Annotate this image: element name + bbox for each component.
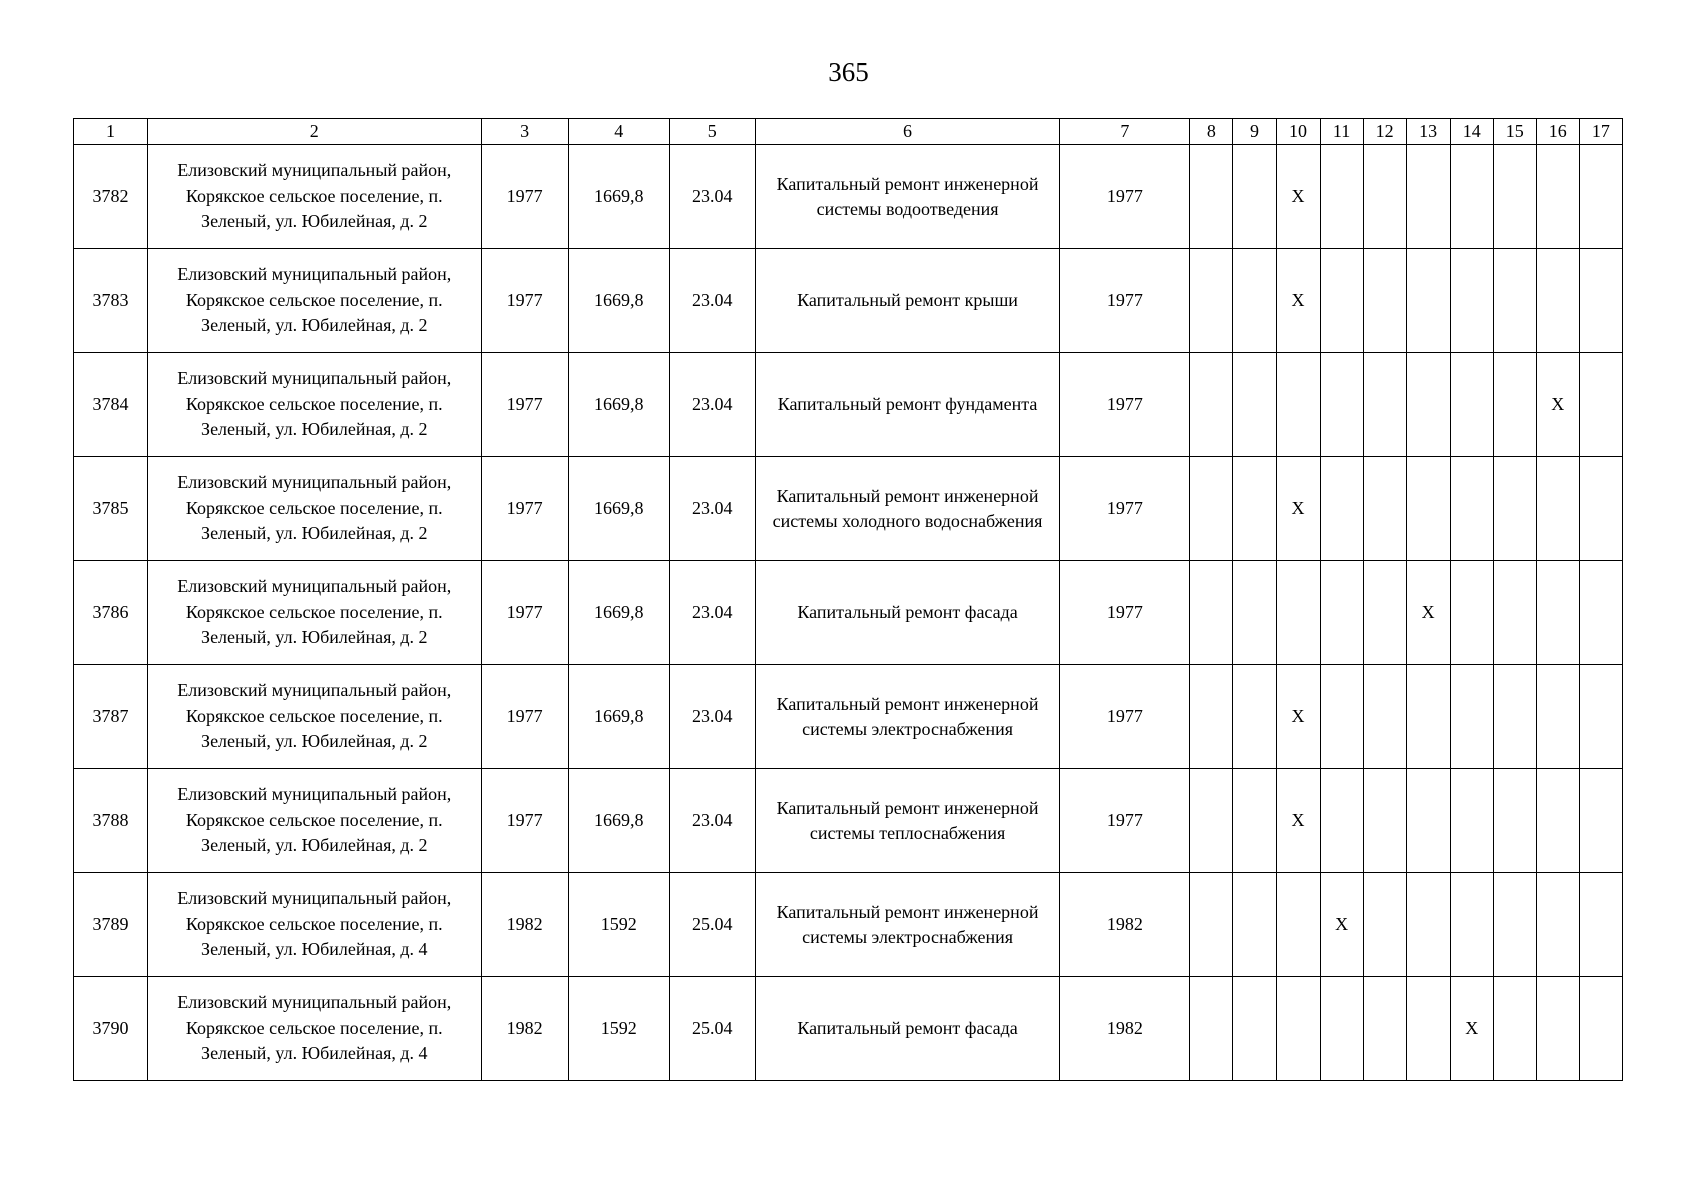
period-mark-cell bbox=[1536, 769, 1579, 873]
code-cell: 23.04 bbox=[669, 457, 755, 561]
column-header: 15 bbox=[1493, 119, 1536, 145]
page-number: 365 bbox=[828, 57, 869, 87]
period-mark-cell bbox=[1320, 977, 1363, 1081]
register-table bbox=[73, 118, 1623, 1081]
period-mark-cell bbox=[1190, 977, 1233, 1081]
code-cell: 25.04 bbox=[669, 977, 755, 1081]
work-type-cell: Капитальный ремонт инженерной системы холодного водоснабжения bbox=[755, 457, 1059, 561]
area-cell: 1592 bbox=[568, 977, 669, 1081]
column-header: 3 bbox=[481, 119, 568, 145]
column-header: 2 bbox=[148, 119, 481, 145]
period-mark-cell bbox=[1276, 561, 1320, 665]
year-built-cell: 1982 bbox=[481, 977, 568, 1081]
year-built-cell: 1977 bbox=[481, 769, 568, 873]
period-mark-cell bbox=[1363, 457, 1406, 561]
period-mark-cell bbox=[1320, 457, 1363, 561]
period-mark-cell: X bbox=[1450, 977, 1493, 1081]
row-number-cell: 3782 bbox=[74, 145, 148, 249]
period-mark-cell: X bbox=[1276, 665, 1320, 769]
column-header: 9 bbox=[1233, 119, 1276, 145]
table-row bbox=[74, 457, 1623, 561]
period-mark-cell bbox=[1493, 145, 1536, 249]
table-row bbox=[74, 249, 1623, 353]
year-built-cell: 1982 bbox=[481, 873, 568, 977]
address-cell: Елизовский муниципальный район, Корякское сельское поселение, п. Зеленый, ул. Юбилейная, д. 4 bbox=[148, 977, 481, 1081]
period-mark-cell bbox=[1579, 561, 1622, 665]
period-mark-cell bbox=[1579, 977, 1622, 1081]
area-cell: 1669,8 bbox=[568, 145, 669, 249]
column-header: 1 bbox=[74, 119, 148, 145]
row-number-cell: 3789 bbox=[74, 873, 148, 977]
row-number-cell: 3790 bbox=[74, 977, 148, 1081]
period-mark-cell bbox=[1363, 665, 1406, 769]
period-mark-cell bbox=[1493, 873, 1536, 977]
column-header: 4 bbox=[568, 119, 669, 145]
period-mark-cell bbox=[1190, 145, 1233, 249]
period-mark-cell bbox=[1579, 873, 1622, 977]
address-cell: Елизовский муниципальный район, Корякское сельское поселение, п. Зеленый, ул. Юбилейная, д. 2 bbox=[148, 665, 481, 769]
table-row bbox=[74, 353, 1623, 457]
column-header: 14 bbox=[1450, 119, 1493, 145]
period-mark-cell: X bbox=[1276, 249, 1320, 353]
row-number-cell: 3783 bbox=[74, 249, 148, 353]
period-mark-cell bbox=[1536, 145, 1579, 249]
area-cell: 1669,8 bbox=[568, 249, 669, 353]
period-mark-cell bbox=[1450, 457, 1493, 561]
period-mark-cell bbox=[1493, 769, 1536, 873]
address-cell: Елизовский муниципальный район, Корякское сельское поселение, п. Зеленый, ул. Юбилейная, д. 2 bbox=[148, 457, 481, 561]
period-mark-cell: X bbox=[1276, 769, 1320, 873]
period-mark-cell bbox=[1190, 353, 1233, 457]
period-mark-cell bbox=[1579, 457, 1622, 561]
period-mark-cell bbox=[1320, 145, 1363, 249]
period-mark-cell bbox=[1493, 457, 1536, 561]
address-cell: Елизовский муниципальный район, Корякское сельское поселение, п. Зеленый, ул. Юбилейная, д. 2 bbox=[148, 249, 481, 353]
period-mark-cell bbox=[1406, 665, 1450, 769]
period-mark-cell bbox=[1276, 873, 1320, 977]
period-mark-cell bbox=[1450, 769, 1493, 873]
period-mark-cell bbox=[1536, 249, 1579, 353]
row-number-cell: 3784 bbox=[74, 353, 148, 457]
table-body bbox=[74, 145, 1623, 1081]
area-cell: 1669,8 bbox=[568, 353, 669, 457]
period-mark-cell bbox=[1536, 977, 1579, 1081]
period-mark-cell bbox=[1320, 561, 1363, 665]
code-cell: 23.04 bbox=[669, 769, 755, 873]
address-cell: Елизовский муниципальный район, Корякское сельское поселение, п. Зеленый, ул. Юбилейная, д. 2 bbox=[148, 561, 481, 665]
period-mark-cell bbox=[1450, 145, 1493, 249]
period-mark-cell bbox=[1233, 145, 1276, 249]
period-mark-cell bbox=[1233, 769, 1276, 873]
year-built-cell: 1977 bbox=[481, 249, 568, 353]
address-cell: Елизовский муниципальный район, Корякское сельское поселение, п. Зеленый, ул. Юбилейная, д. 2 bbox=[148, 769, 481, 873]
year-built-cell: 1977 bbox=[481, 353, 568, 457]
period-mark-cell bbox=[1320, 665, 1363, 769]
address-cell: Елизовский муниципальный район, Корякское сельское поселение, п. Зеленый, ул. Юбилейная, д. 2 bbox=[148, 145, 481, 249]
code-cell: 23.04 bbox=[669, 561, 755, 665]
period-mark-cell bbox=[1190, 665, 1233, 769]
period-mark-cell bbox=[1406, 873, 1450, 977]
period-mark-cell bbox=[1190, 769, 1233, 873]
period-mark-cell: X bbox=[1320, 873, 1363, 977]
planned-year-cell: 1977 bbox=[1060, 665, 1190, 769]
period-mark-cell bbox=[1493, 353, 1536, 457]
period-mark-cell: X bbox=[1406, 561, 1450, 665]
column-header: 5 bbox=[669, 119, 755, 145]
period-mark-cell bbox=[1536, 665, 1579, 769]
work-type-cell: Капитальный ремонт инженерной системы водоотведения bbox=[755, 145, 1059, 249]
planned-year-cell: 1977 bbox=[1060, 249, 1190, 353]
planned-year-cell: 1977 bbox=[1060, 145, 1190, 249]
period-mark-cell bbox=[1363, 353, 1406, 457]
planned-year-cell: 1977 bbox=[1060, 457, 1190, 561]
period-mark-cell bbox=[1276, 977, 1320, 1081]
planned-year-cell: 1977 bbox=[1060, 561, 1190, 665]
planned-year-cell: 1982 bbox=[1060, 977, 1190, 1081]
period-mark-cell bbox=[1233, 249, 1276, 353]
period-mark-cell bbox=[1320, 353, 1363, 457]
period-mark-cell bbox=[1363, 769, 1406, 873]
period-mark-cell bbox=[1363, 873, 1406, 977]
period-mark-cell bbox=[1493, 249, 1536, 353]
planned-year-cell: 1977 bbox=[1060, 769, 1190, 873]
period-mark-cell bbox=[1536, 561, 1579, 665]
period-mark-cell bbox=[1190, 249, 1233, 353]
column-header: 7 bbox=[1060, 119, 1190, 145]
period-mark-cell bbox=[1579, 249, 1622, 353]
column-header: 17 bbox=[1579, 119, 1622, 145]
area-cell: 1669,8 bbox=[568, 561, 669, 665]
period-mark-cell: X bbox=[1276, 145, 1320, 249]
period-mark-cell bbox=[1579, 665, 1622, 769]
year-built-cell: 1977 bbox=[481, 665, 568, 769]
column-header: 12 bbox=[1363, 119, 1406, 145]
column-header: 8 bbox=[1190, 119, 1233, 145]
period-mark-cell bbox=[1233, 977, 1276, 1081]
column-header: 10 bbox=[1276, 119, 1320, 145]
period-mark-cell bbox=[1536, 873, 1579, 977]
period-mark-cell: X bbox=[1536, 353, 1579, 457]
table-row bbox=[74, 665, 1623, 769]
period-mark-cell bbox=[1320, 249, 1363, 353]
period-mark-cell bbox=[1233, 457, 1276, 561]
period-mark-cell bbox=[1320, 769, 1363, 873]
column-header: 13 bbox=[1406, 119, 1450, 145]
period-mark-cell bbox=[1406, 145, 1450, 249]
period-mark-cell bbox=[1450, 353, 1493, 457]
row-number-cell: 3786 bbox=[74, 561, 148, 665]
period-mark-cell bbox=[1190, 873, 1233, 977]
period-mark-cell bbox=[1450, 665, 1493, 769]
area-cell: 1669,8 bbox=[568, 457, 669, 561]
year-built-cell: 1977 bbox=[481, 145, 568, 249]
code-cell: 25.04 bbox=[669, 873, 755, 977]
work-type-cell: Капитальный ремонт крыши bbox=[755, 249, 1059, 353]
column-header: 6 bbox=[755, 119, 1059, 145]
period-mark-cell bbox=[1536, 457, 1579, 561]
period-mark-cell bbox=[1450, 873, 1493, 977]
work-type-cell: Капитальный ремонт инженерной системы электроснабжения bbox=[755, 873, 1059, 977]
area-cell: 1592 bbox=[568, 873, 669, 977]
period-mark-cell bbox=[1406, 977, 1450, 1081]
code-cell: 23.04 bbox=[669, 353, 755, 457]
area-cell: 1669,8 bbox=[568, 769, 669, 873]
period-mark-cell bbox=[1579, 769, 1622, 873]
address-cell: Елизовский муниципальный район, Корякское сельское поселение, п. Зеленый, ул. Юбилейная, д. 2 bbox=[148, 353, 481, 457]
header-row bbox=[74, 119, 1623, 145]
work-type-cell: Капитальный ремонт инженерной системы теплоснабжения bbox=[755, 769, 1059, 873]
work-type-cell: Капитальный ремонт фундамента bbox=[755, 353, 1059, 457]
period-mark-cell bbox=[1233, 665, 1276, 769]
work-type-cell: Капитальный ремонт фасада bbox=[755, 977, 1059, 1081]
area-cell: 1669,8 bbox=[568, 665, 669, 769]
table-row bbox=[74, 873, 1623, 977]
row-number-cell: 3785 bbox=[74, 457, 148, 561]
period-mark-cell: X bbox=[1276, 457, 1320, 561]
code-cell: 23.04 bbox=[669, 665, 755, 769]
period-mark-cell bbox=[1493, 665, 1536, 769]
planned-year-cell: 1977 bbox=[1060, 353, 1190, 457]
column-header: 16 bbox=[1536, 119, 1579, 145]
period-mark-cell bbox=[1406, 249, 1450, 353]
table-row bbox=[74, 145, 1623, 249]
period-mark-cell bbox=[1190, 561, 1233, 665]
table-row bbox=[74, 769, 1623, 873]
period-mark-cell bbox=[1406, 457, 1450, 561]
period-mark-cell bbox=[1363, 977, 1406, 1081]
period-mark-cell bbox=[1363, 249, 1406, 353]
period-mark-cell bbox=[1493, 561, 1536, 665]
row-number-cell: 3787 bbox=[74, 665, 148, 769]
period-mark-cell bbox=[1190, 457, 1233, 561]
period-mark-cell bbox=[1493, 977, 1536, 1081]
period-mark-cell bbox=[1406, 769, 1450, 873]
year-built-cell: 1977 bbox=[481, 561, 568, 665]
year-built-cell: 1977 bbox=[481, 457, 568, 561]
period-mark-cell bbox=[1579, 145, 1622, 249]
work-type-cell: Капитальный ремонт фасада bbox=[755, 561, 1059, 665]
work-type-cell: Капитальный ремонт инженерной системы электроснабжения bbox=[755, 665, 1059, 769]
column-header: 11 bbox=[1320, 119, 1363, 145]
period-mark-cell bbox=[1276, 353, 1320, 457]
code-cell: 23.04 bbox=[669, 249, 755, 353]
period-mark-cell bbox=[1406, 353, 1450, 457]
planned-year-cell: 1982 bbox=[1060, 873, 1190, 977]
period-mark-cell bbox=[1363, 145, 1406, 249]
table-row bbox=[74, 977, 1623, 1081]
period-mark-cell bbox=[1450, 249, 1493, 353]
period-mark-cell bbox=[1363, 561, 1406, 665]
period-mark-cell bbox=[1579, 353, 1622, 457]
period-mark-cell bbox=[1233, 873, 1276, 977]
period-mark-cell bbox=[1450, 561, 1493, 665]
code-cell: 23.04 bbox=[669, 145, 755, 249]
row-number-cell: 3788 bbox=[74, 769, 148, 873]
table-row bbox=[74, 561, 1623, 665]
address-cell: Елизовский муниципальный район, Корякское сельское поселение, п. Зеленый, ул. Юбилейная, д. 4 bbox=[148, 873, 481, 977]
period-mark-cell bbox=[1233, 561, 1276, 665]
period-mark-cell bbox=[1233, 353, 1276, 457]
